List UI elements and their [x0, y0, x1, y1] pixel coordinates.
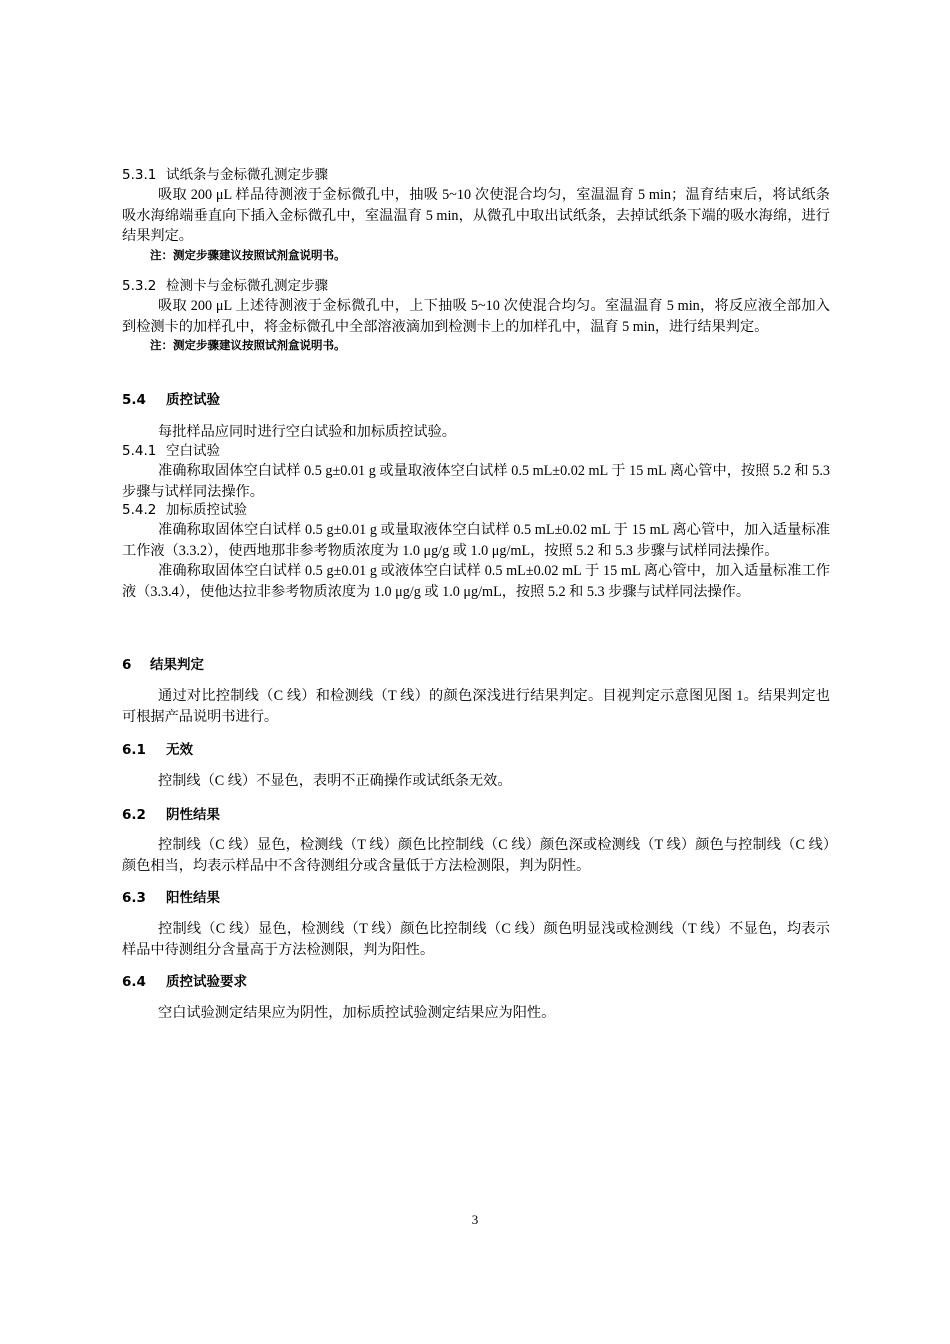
section-heading: [122, 390, 830, 410]
section-6-1-body: [122, 771, 830, 792]
section-title: 质控试验: [166, 392, 220, 408]
paragraph: 通过对比控制线（C 线）和检测线（T 线）的颜色深浅进行结果判定。目视判定示意图见图 1。结果判定也可根据产品说明书进行。: [122, 688, 830, 725]
section-heading: [122, 888, 830, 908]
section-6-4: [122, 972, 830, 992]
section-title: 加标质控试验: [166, 502, 247, 518]
paragraph: 控制线（C 线）不显色，表明不正确操作或试纸条无效。: [158, 773, 512, 789]
paragraph: 控制线（C 线）显色，检测线（T 线）颜色比控制线（C 线）颜色深或检测线（T 线）颜色与控制线（C 线）颜色相当，均表示样品中不含待测组分或含量低于方法检测限，判为阴性。: [122, 837, 830, 874]
section-heading: [122, 972, 830, 992]
section-5-3-1: [122, 165, 830, 263]
section-6-3: [122, 888, 830, 908]
section-6-2: [122, 805, 830, 825]
section-title: 空白试验: [166, 443, 220, 459]
section-heading: [122, 740, 830, 760]
section-number: 5.4.2: [122, 502, 157, 518]
section-title: 检测卡与金标微孔测定步骤: [166, 278, 328, 294]
page-number: 3: [471, 1212, 479, 1227]
section-heading: [122, 805, 830, 825]
section-number: 5.3.1: [122, 167, 157, 183]
section-5-4-2: [122, 500, 830, 602]
section-title: 阴性结果: [166, 807, 220, 823]
paragraph: 准确称取固体空白试样 0.5 g±0.01 g 或液体空白试样 0.5 mL±0.02 mL 于 15 mL 离心管中，加入适量标准工作液（3.3.4），使他达拉非参考物质浓度为 1.0 μg/g 或 1.0 μg/mL，按照 5.2 和 5.3 步骤与试样同法操作。: [122, 563, 830, 600]
section-number: 6.1: [122, 742, 146, 758]
section-number: 6.3: [122, 890, 146, 906]
paragraph: 吸取 200 μL 上述待测液于金标微孔中，上下抽吸 5~10 次使混合均匀。室温温育 5 min，将反应液全部加入到检测卡的加样孔中，将金标微孔中全部溶液滴加到检测卡上的加样孔中，温育 5 min，进行结果判定。: [122, 298, 830, 335]
section-6: [122, 655, 830, 675]
section-number: 6.4: [122, 974, 146, 990]
section-title: 阳性结果: [166, 890, 220, 906]
section-heading: [122, 441, 830, 461]
section-6-1: [122, 740, 830, 760]
paragraph: 控制线（C 线）显色，检测线（T 线）颜色比控制线（C 线）颜色明显浅或检测线（T 线）不显色，均表示样品中待测组分含量高于方法检测限，判为阳性。: [122, 921, 830, 958]
section-heading: [122, 276, 830, 296]
paragraph: 空白试验测定结果应为阴性，加标质控试验测定结果应为阳性。: [158, 1005, 556, 1021]
section-6-body: [122, 686, 830, 727]
section-6-3-body: [122, 919, 830, 960]
section-heading: [122, 165, 830, 185]
note: 注：测定步骤建议按照试剂盒说明书。: [150, 338, 346, 352]
section-6-4-body: [122, 1003, 830, 1024]
paragraph: 准确称取固体空白试样 0.5 g±0.01 g 或量取液体空白试样 0.5 mL±0.02 mL 于 15 mL 离心管中，加入适量标准工作液（3.3.2），使西地那非参考物质浓度为 1.0 μg/g 或 1.0 μg/mL，按照 5.2 和 5.3 步骤与试样同法操作。: [122, 522, 830, 559]
section-heading: [122, 655, 830, 675]
section-title: 结果判定: [150, 657, 204, 673]
section-title: 试纸条与金标微孔测定步骤: [166, 167, 328, 183]
section-title: 质控试验要求: [166, 974, 247, 990]
section-heading: [122, 500, 830, 520]
section-5-3-2: [122, 276, 830, 353]
paragraph: 准确称取固体空白试样 0.5 g±0.01 g 或量取液体空白试样 0.5 mL±0.02 mL 于 15 mL 离心管中，按照 5.2 和 5.3 步骤与试样同法操作。: [122, 463, 830, 500]
section-6-2-body: [122, 835, 830, 876]
section-title: 无效: [166, 742, 193, 758]
section-5-4-1: [122, 441, 830, 502]
paragraph: 吸取 200 μL 样品待测液于金标微孔中，抽吸 5~10 次使混合均匀，室温温育 5 min；温育结束后，将试纸条吸水海绵端垂直向下插入金标微孔中，室温温育 5 min，从微孔中取出试纸条，去掉试纸条下端的吸水海绵，进行结果判定。: [122, 187, 830, 244]
section-5-4: [122, 390, 830, 410]
section-number: 5.4.1: [122, 443, 157, 459]
note: 注：测定步骤建议按照试剂盒说明书。: [150, 247, 346, 262]
section-5-4-body: [122, 422, 830, 443]
section-number: 6.2: [122, 807, 146, 823]
section-number: 5.3.2: [122, 278, 157, 294]
section-number: 6: [122, 657, 132, 673]
section-number: 5.4: [122, 392, 146, 408]
paragraph: 每批样品应同时进行空白试验和加标质控试验。: [158, 424, 456, 440]
